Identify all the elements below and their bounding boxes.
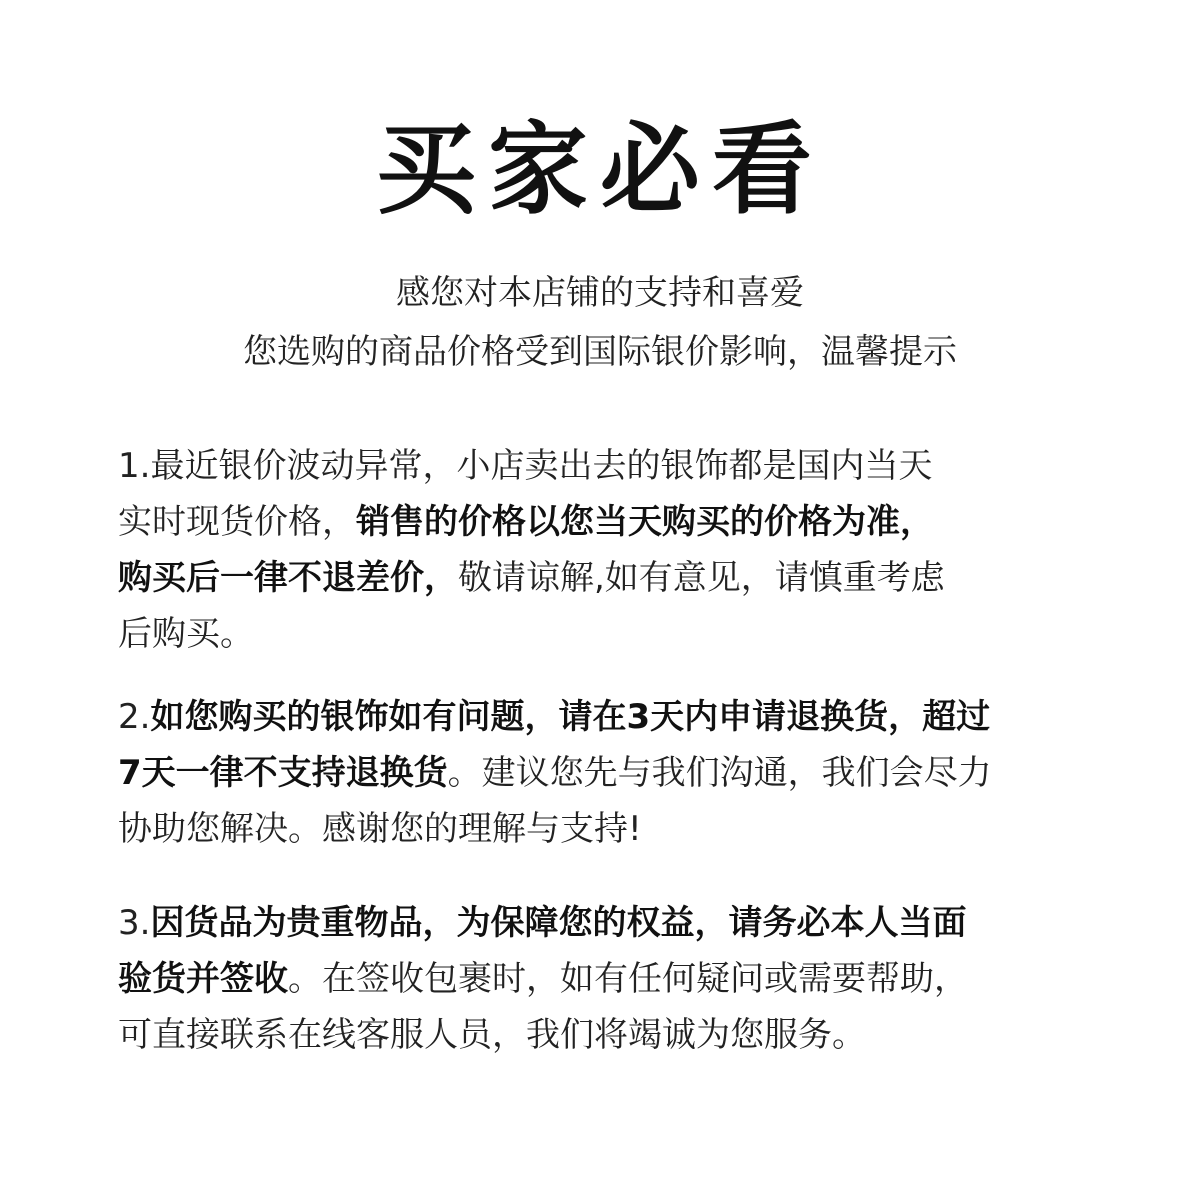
- section-2-line-1: [118, 689, 1093, 745]
- notice-section-1: [118, 438, 1093, 662]
- section-1-line-4: 后购买。: [118, 614, 254, 654]
- section-1-line-3-text: 敬请谅解,如有意见，请慎重考虑: [458, 558, 945, 598]
- section-3-line-2-emphasis: 验货并签收: [118, 959, 288, 999]
- section-2-line-2-text: 。建议您先与我们沟通，我们会尽力: [447, 753, 992, 793]
- section-3-line-1: [118, 895, 1093, 951]
- section-2-line-3: 协助您解决。感谢您的理解与支持!: [118, 809, 642, 849]
- subtitle-thanks: 感您对本店铺的支持和喜爱: [396, 273, 804, 313]
- section-3-line-2-text: 。在签收包裹时，如有任何疑问或需要帮助，: [288, 959, 968, 999]
- section-3-line-1-emphasis: 因货品为贵重物品，为保障您的权益，请务必本人当面: [150, 903, 967, 943]
- section-3-line-3: 可直接联系在线客服人员，我们将竭诚为您服务。: [118, 1015, 866, 1055]
- section-1-line-2-emphasis: 销售的价格以您当天购买的价格为准，: [356, 502, 934, 542]
- notice-section-2: [118, 689, 1093, 857]
- section-2-line-2: [118, 745, 1093, 801]
- section-2-line-2-emphasis: 7天一律不支持退换货: [118, 753, 448, 793]
- section-1-line-2: [118, 494, 1093, 550]
- section-2-line-1-emphasis: 如您购买的银饰如有问题，请在3天内申请退换货，超过: [150, 697, 991, 737]
- section-3-line-2: [118, 951, 1093, 1007]
- subtitle-price-notice: 您选购的商品价格受到国际银价影响，温馨提示: [243, 332, 957, 372]
- page-title: 买家必看: [376, 111, 824, 228]
- section-1-line-3-emphasis: 购买后一律不退差价，: [118, 558, 458, 598]
- section-1-line-2-text: 实时现货价格，: [118, 502, 356, 542]
- section-2-number: 2.: [118, 697, 151, 737]
- notice-section-3: [118, 895, 1093, 1063]
- section-3-number: 3.: [118, 903, 151, 943]
- section-1-line-3: [118, 550, 1093, 606]
- section-1-line-1: 1.最近银价波动异常，小店卖出去的银饰都是国内当天: [118, 446, 933, 486]
